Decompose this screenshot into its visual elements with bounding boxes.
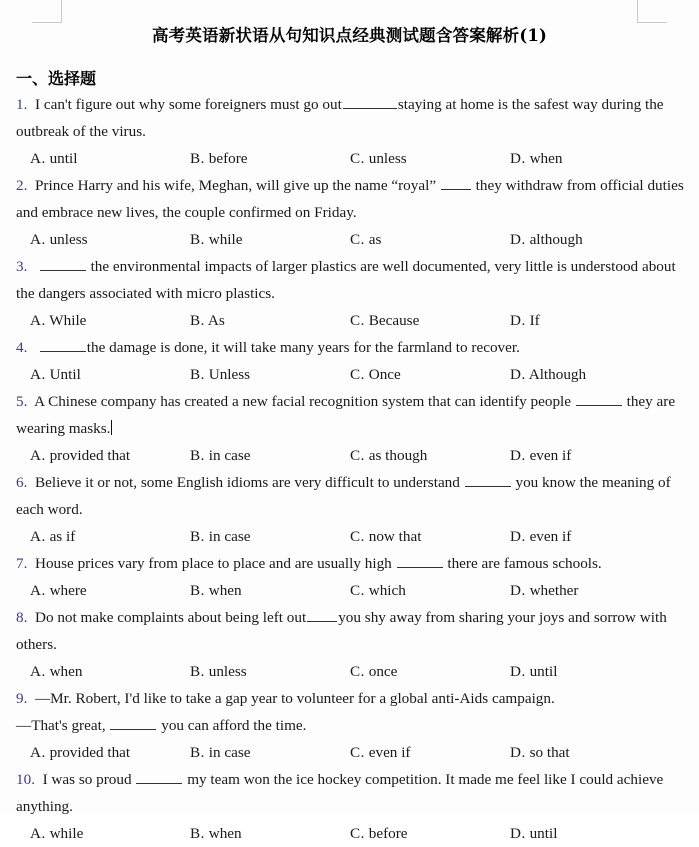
option-choice[interactable] [350, 739, 510, 766]
option-letter: B. [190, 663, 205, 680]
option-letter: A. [30, 663, 46, 680]
option-text: when [529, 150, 563, 167]
answer-blank[interactable] [40, 337, 86, 352]
option-choice[interactable] [510, 361, 670, 388]
question-segment: —Mr. Robert, I'd like to take a gap year to volunteer for a global anti-Aids campaign. —That's great, [16, 690, 555, 734]
option-letter: B. [190, 528, 205, 545]
option-choice[interactable] [190, 523, 350, 550]
option-letter: B. [190, 825, 205, 842]
text-cursor [111, 420, 112, 435]
option-letter: A. [30, 231, 46, 248]
section-heading: 一、选择题 [16, 69, 97, 88]
option-letter: A. [30, 150, 46, 167]
option-letter: C. [350, 447, 365, 464]
option-text: Unless [208, 366, 251, 383]
question-segment [35, 258, 39, 275]
question-list [16, 91, 688, 847]
option-letter: C. [350, 366, 365, 383]
answer-blank[interactable] [441, 175, 471, 190]
option-letter: D. [510, 150, 526, 167]
option-letter: D. [510, 312, 526, 329]
answer-blank[interactable] [397, 553, 443, 568]
option-text: Once [368, 366, 401, 383]
question-segment: they are wearing masks. [16, 393, 679, 437]
option-letter: D. [510, 366, 526, 383]
option-text: Until [49, 366, 81, 383]
option-letter: B. [190, 582, 205, 599]
option-choice[interactable] [16, 577, 190, 604]
question-number: 3. [16, 258, 28, 275]
option-choice[interactable] [16, 307, 190, 334]
question-number: 5. [16, 393, 28, 410]
option-choice[interactable] [16, 820, 190, 847]
option-choice[interactable] [190, 658, 350, 685]
option-choice[interactable] [350, 226, 510, 253]
answer-blank[interactable] [343, 94, 397, 109]
option-text: provided that [49, 744, 131, 761]
question-text [16, 550, 685, 577]
option-choice[interactable] [350, 577, 510, 604]
question-number: 1. [16, 96, 28, 113]
option-text: when [49, 663, 83, 680]
option-text: even if [368, 744, 411, 761]
option-choice[interactable] [190, 307, 350, 334]
question-number: 4. [16, 339, 28, 356]
option-text: while [208, 231, 243, 248]
question-text [16, 766, 685, 820]
option-choice[interactable] [350, 307, 510, 334]
question-text [16, 388, 685, 442]
document-body [0, 66, 699, 847]
option-letter: B. [190, 744, 205, 761]
option-letter: A. [30, 582, 46, 599]
answer-blank[interactable] [136, 769, 182, 784]
question-block [16, 172, 688, 253]
question-text [16, 172, 688, 226]
option-letter: A. [30, 825, 46, 842]
option-choice[interactable] [510, 307, 670, 334]
option-letter: D. [510, 231, 526, 248]
question-segment: Believe it or not, some English idioms are very difficult to understand [34, 474, 464, 491]
option-text: until [49, 150, 78, 167]
option-letter: C. [350, 231, 365, 248]
option-choice[interactable] [190, 577, 350, 604]
question-number: 8. [16, 609, 28, 626]
option-text: unless [368, 150, 407, 167]
option-choice[interactable] [190, 739, 350, 766]
option-row [16, 658, 685, 685]
option-text: before [208, 150, 248, 167]
option-text: until [529, 825, 558, 842]
option-text: where [49, 582, 87, 599]
option-letter: A. [30, 366, 46, 383]
question-segment: you can afford the time. [157, 717, 307, 734]
option-choice[interactable] [510, 523, 670, 550]
option-text: when [208, 582, 242, 599]
option-letter: D. [510, 582, 526, 599]
option-text: as though [368, 447, 428, 464]
option-text: as [368, 231, 382, 248]
option-text: before [368, 825, 408, 842]
option-letter: B. [190, 231, 205, 248]
question-segment: staying at home is the safest way during the outbreak of the virus. [16, 96, 668, 140]
option-choice[interactable] [510, 577, 670, 604]
option-letter: D. [510, 825, 526, 842]
option-text: as if [49, 528, 76, 545]
option-choice[interactable] [190, 361, 350, 388]
option-choice[interactable] [510, 739, 670, 766]
option-choice[interactable] [16, 739, 190, 766]
option-choice[interactable] [350, 820, 510, 847]
question-segment: I can't figure out why some foreigners must go out [34, 96, 342, 113]
option-text: unless [208, 663, 247, 680]
answer-blank[interactable] [40, 256, 86, 271]
question-segment: the environmental impacts of larger plastics are well documented, very little is understood about the dangers associated with micro plastics. [16, 258, 680, 302]
answer-blank[interactable] [307, 607, 337, 622]
question-text [16, 604, 685, 658]
question-text [16, 685, 685, 739]
option-choice[interactable] [190, 145, 350, 172]
option-text: Although [528, 366, 587, 383]
option-row [16, 820, 685, 847]
option-row [16, 442, 685, 469]
question-block [16, 469, 685, 550]
option-choice[interactable] [510, 820, 670, 847]
option-text: unless [49, 231, 88, 248]
question-segment: you know the meaning of each word. [16, 474, 675, 518]
question-block [16, 388, 685, 469]
option-letter: B. [190, 447, 205, 464]
option-choice[interactable] [350, 523, 510, 550]
option-letter: C. [350, 744, 365, 761]
option-choice[interactable] [350, 658, 510, 685]
option-choice[interactable] [190, 226, 350, 253]
question-text [16, 91, 685, 145]
question-segment: the damage is done, it will take many years for the farmland to recover. [86, 339, 520, 356]
question-segment: House prices vary from place to place and are usually high [34, 555, 396, 572]
question-block [16, 91, 685, 172]
question-block [16, 334, 685, 388]
option-choice[interactable] [510, 226, 670, 253]
question-segment: they withdraw from official duties and embrace new lives, the couple confirmed on Friday. [16, 177, 688, 221]
option-row [16, 307, 685, 334]
question-segment: A Chinese company has created a new facial recognition system that can identify people [34, 393, 575, 410]
option-text: While [49, 312, 87, 329]
question-block [16, 766, 685, 847]
option-text: when [208, 825, 242, 842]
option-choice[interactable] [16, 658, 190, 685]
question-segment: you shy away from sharing your joys and sorrow with others. [16, 609, 671, 653]
option-text: provided that [49, 447, 131, 464]
answer-blank[interactable] [576, 391, 622, 406]
option-choice[interactable] [350, 361, 510, 388]
option-text: whether [529, 582, 579, 599]
option-text: Because [368, 312, 420, 329]
question-block [16, 253, 685, 334]
option-text: once [368, 663, 398, 680]
option-text: now that [368, 528, 422, 545]
option-letter: C. [350, 825, 365, 842]
question-text [16, 469, 685, 523]
option-text: although [529, 231, 583, 248]
option-choice[interactable] [16, 442, 190, 469]
question-number: 10. [16, 771, 35, 788]
option-letter: B. [190, 150, 205, 167]
question-block [16, 685, 685, 766]
question-segment [35, 339, 39, 356]
option-choice[interactable] [16, 226, 190, 253]
option-choice[interactable] [190, 820, 350, 847]
option-choice[interactable] [350, 145, 510, 172]
option-text: even if [529, 447, 572, 464]
question-number: 6. [16, 474, 28, 491]
option-letter: A. [30, 312, 46, 329]
answer-blank[interactable] [110, 715, 156, 730]
option-text: even if [529, 528, 572, 545]
option-letter: A. [30, 528, 46, 545]
option-letter: C. [350, 150, 365, 167]
option-letter: B. [190, 312, 205, 329]
question-number: 9. [16, 690, 28, 707]
option-letter: D. [510, 663, 526, 680]
option-choice[interactable] [510, 145, 670, 172]
option-text: so that [529, 744, 570, 761]
question-text [16, 334, 685, 361]
option-row [16, 523, 685, 550]
option-choice[interactable] [510, 658, 670, 685]
question-segment: Prince Harry and his wife, Meghan, will give up the name “royal” [34, 177, 440, 194]
option-text: while [49, 825, 84, 842]
option-text: in case [208, 447, 251, 464]
option-letter: D. [510, 447, 526, 464]
option-choice[interactable] [16, 523, 190, 550]
option-letter: C. [350, 528, 365, 545]
option-row [16, 739, 685, 766]
question-segment: there are famous schools. [443, 555, 602, 572]
option-letter: B. [190, 366, 205, 383]
option-letter: C. [350, 663, 365, 680]
question-segment: my team won the ice hockey competition. It made me feel like I could achieve anything. [16, 771, 668, 815]
option-row [16, 577, 685, 604]
question-block [16, 604, 685, 685]
question-text [16, 253, 685, 307]
option-text: until [529, 663, 558, 680]
option-row [16, 145, 685, 172]
page-title: 高考英语新状语从句知识点经典测试题含答案解析(1) [151, 26, 548, 45]
option-text: in case [208, 528, 251, 545]
option-letter: A. [30, 744, 46, 761]
answer-blank[interactable] [465, 472, 511, 487]
option-choice[interactable] [190, 442, 350, 469]
option-row [16, 361, 685, 388]
question-segment: I was so proud [42, 771, 136, 788]
option-row [16, 226, 685, 253]
option-choice[interactable] [350, 442, 510, 469]
option-letter: D. [510, 744, 526, 761]
option-text: which [368, 582, 406, 599]
question-block [16, 550, 685, 604]
option-text: If [529, 312, 540, 329]
question-number: 7. [16, 555, 28, 572]
option-text: As [207, 312, 225, 329]
option-letter: C. [350, 582, 365, 599]
option-choice[interactable] [510, 442, 670, 469]
option-letter: C. [350, 312, 365, 329]
option-choice[interactable] [16, 145, 190, 172]
question-number: 2. [16, 177, 28, 194]
question-segment: Do not make complaints about being left out [34, 609, 307, 626]
option-choice[interactable] [16, 361, 190, 388]
option-letter: A. [30, 447, 46, 464]
option-letter: D. [510, 528, 526, 545]
option-text: in case [208, 744, 251, 761]
